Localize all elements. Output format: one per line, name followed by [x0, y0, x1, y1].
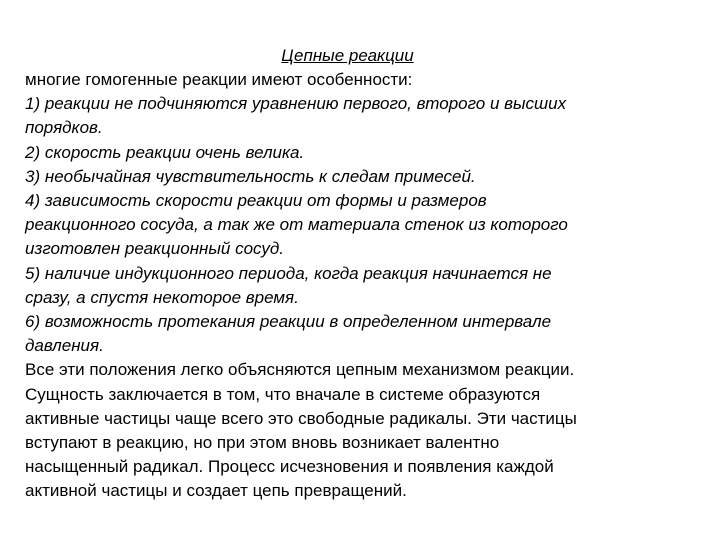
- text-line: 3) необычайная чувствительность к следам примесей.: [25, 166, 476, 186]
- text-line: изготовлен реакционный сосуд.: [25, 239, 284, 259]
- text-line: активные частицы чаще всего это свободные радикалы. Эти частицы: [25, 408, 577, 428]
- text-line: сразу, а спустя некоторое время.: [25, 287, 299, 307]
- text-line: активной частицы и создает цепь превращений.: [25, 481, 407, 501]
- text-line: многие гомогенные реакции имеют особенности:: [25, 70, 413, 89]
- text-line: давления.: [25, 336, 104, 356]
- text-line: 1) реакции не подчиняются уравнению первого, второго и высших: [25, 94, 567, 114]
- text-line: 2) скорость реакции очень велика.: [25, 142, 305, 162]
- text-line: 6) возможность протекания реакции в определенном интервале: [25, 312, 552, 332]
- text-line: насыщенный радикал. Процесс исчезновения и появления каждой: [25, 457, 554, 477]
- slide-title: Цепные реакции: [281, 46, 414, 65]
- slide-body: [25, 68, 695, 504]
- text-line: 4) зависимость скорости реакции от формы и размеров: [25, 191, 487, 211]
- text-line: реакционного сосуда, а так же от материала стенок из которого: [25, 215, 568, 235]
- text-line: порядков.: [25, 118, 103, 138]
- text-line: Все эти положения легко объясняются цепным механизмом реакции.: [25, 360, 575, 380]
- text-line: Сущность заключается в том, что вначале в системе образуются: [25, 384, 541, 404]
- text-line: вступают в реакцию, но при этом вновь возникает валентно: [25, 433, 500, 453]
- text-line: 5) наличие индукционного периода, когда реакция начинается не: [25, 263, 552, 283]
